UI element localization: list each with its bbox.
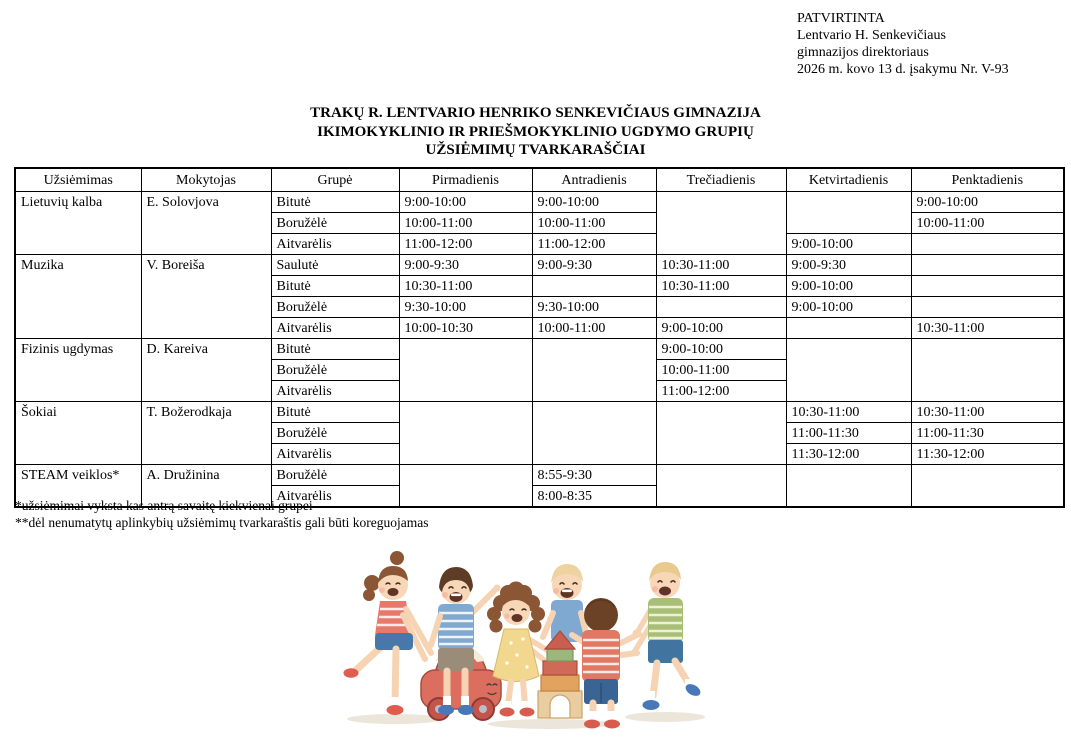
footnote-line: *užsiėmimai vyksta kas antrą savaitę kiekvienai grupei	[15, 498, 313, 513]
time-cell: 10:00-11:00	[911, 213, 1064, 234]
table-row	[15, 339, 1064, 360]
time-cell	[911, 297, 1064, 318]
approval-line: PATVIRTINTA	[797, 11, 885, 26]
time-cell: 11:00-11:30	[911, 423, 1064, 444]
group-cell: Aitvarėlis	[271, 444, 399, 465]
time-cell: 10:30-11:00	[786, 402, 911, 423]
time-cell	[656, 192, 786, 255]
approval-line: Lentvario H. Senkevičiaus	[797, 28, 946, 43]
approval-line: 2026 m. kovo 13 d. įsakymu Nr. V-93	[797, 62, 1009, 77]
teacher-cell: A. Družinina	[141, 465, 271, 508]
title-line-groups: IKIMOKYKLINIO IR PRIEŠMOKYKLINIO UGDYMO GRUPIŲ	[317, 123, 754, 140]
schedule-table	[14, 167, 1065, 508]
subject-cell: Fizinis ugdymas	[15, 339, 141, 402]
time-cell: 11:30-12:00	[911, 444, 1064, 465]
time-cell: 9:00-10:00	[786, 297, 911, 318]
group-cell: Boružėlė	[271, 465, 399, 486]
time-cell	[911, 339, 1064, 402]
approval-line: gimnazijos direktoriaus	[797, 45, 929, 60]
time-cell: 11:00-12:00	[532, 234, 656, 255]
subject-cell: Lietuvių kalba	[15, 192, 141, 255]
group-cell: Boružėlė	[271, 213, 399, 234]
time-cell	[786, 318, 911, 339]
group-cell: Aitvarėlis	[271, 234, 399, 255]
boy-blond-blue	[543, 564, 587, 642]
group-cell: Aitvarėlis	[271, 486, 399, 508]
group-cell: Saulutė	[271, 255, 399, 276]
table-row	[15, 192, 1064, 213]
time-cell: 11:30-12:00	[786, 444, 911, 465]
time-cell	[911, 234, 1064, 255]
boy-green-striped	[632, 562, 703, 710]
group-cell: Boružėlė	[271, 297, 399, 318]
table-row	[15, 402, 1064, 423]
time-cell: 8:00-8:35	[532, 486, 656, 508]
time-cell: 9:00-9:30	[532, 255, 656, 276]
time-cell: 10:30-11:00	[911, 402, 1064, 423]
time-cell	[786, 465, 911, 508]
teacher-cell: D. Kareiva	[141, 339, 271, 402]
page-title	[0, 104, 1071, 160]
blocks-tower	[538, 631, 582, 718]
time-cell	[786, 192, 911, 234]
time-cell	[532, 276, 656, 297]
column-header: Pirmadienis	[399, 168, 532, 192]
time-cell	[399, 339, 532, 402]
group-cell: Aitvarėlis	[271, 381, 399, 402]
time-cell: 9:00-10:00	[786, 276, 911, 297]
group-cell: Aitvarėlis	[271, 318, 399, 339]
time-cell: 10:00-11:00	[532, 318, 656, 339]
group-cell: Bitutė	[271, 339, 399, 360]
subject-cell: Šokiai	[15, 402, 141, 465]
time-cell: 10:00-10:30	[399, 318, 532, 339]
time-cell: 11:00-12:00	[656, 381, 786, 402]
time-cell	[532, 402, 656, 465]
column-header: Penktadienis	[911, 168, 1064, 192]
time-cell	[532, 339, 656, 402]
time-cell: 9:00-9:30	[399, 255, 532, 276]
column-header: Antradienis	[532, 168, 656, 192]
time-cell: 9:00-9:30	[786, 255, 911, 276]
group-cell: Bitutė	[271, 402, 399, 423]
teacher-cell: V. Boreiša	[141, 255, 271, 339]
group-cell: Bitutė	[271, 276, 399, 297]
time-cell: 10:30-11:00	[656, 255, 786, 276]
time-cell: 10:00-11:00	[532, 213, 656, 234]
time-cell	[656, 297, 786, 318]
column-header: Grupė	[271, 168, 399, 192]
table-row	[15, 465, 1064, 486]
time-cell: 10:00-11:00	[399, 213, 532, 234]
footnotes	[15, 498, 429, 531]
time-cell: 9:00-10:00	[532, 192, 656, 213]
time-cell: 9:00-10:00	[656, 318, 786, 339]
subject-cell: Muzika	[15, 255, 141, 339]
time-cell	[911, 276, 1064, 297]
time-cell: 9:30-10:00	[399, 297, 532, 318]
time-cell: 9:00-10:00	[911, 192, 1064, 213]
group-cell: Bitutė	[271, 192, 399, 213]
time-cell: 10:00-11:00	[656, 360, 786, 381]
time-cell: 11:00-12:00	[399, 234, 532, 255]
time-cell: 9:30-10:00	[532, 297, 656, 318]
column-header: Trečiadienis	[656, 168, 786, 192]
time-cell	[399, 402, 532, 465]
title-line-schedules: UŽSIĖMIMŲ TVARKARAŠČIAI	[425, 142, 646, 158]
time-cell	[911, 255, 1064, 276]
teacher-cell: E. Solovjova	[141, 192, 271, 255]
time-cell: 10:30-11:00	[911, 318, 1064, 339]
group-cell: Boružėlė	[271, 423, 399, 444]
subject-cell: STEAM veiklos*	[15, 465, 141, 508]
time-cell: 9:00-10:00	[656, 339, 786, 360]
time-cell: 9:00-10:00	[786, 234, 911, 255]
girl-pigtails	[344, 551, 432, 715]
children-playing-illustration	[335, 543, 735, 730]
group-cell: Boružėlė	[271, 360, 399, 381]
time-cell	[786, 339, 911, 402]
teacher-cell: T. Božerodkaja	[141, 402, 271, 465]
title-line-school: TRAKŲ R. LENTVARIO HENRIKO SENKEVIČIAUS GIMNAZIJA	[310, 105, 761, 121]
time-cell: 11:00-11:30	[786, 423, 911, 444]
column-header: Užsiėmimas	[15, 168, 141, 192]
time-cell	[656, 402, 786, 465]
time-cell	[911, 465, 1064, 508]
time-cell: 10:30-11:00	[656, 276, 786, 297]
time-cell: 9:00-10:00	[399, 192, 532, 213]
time-cell: 8:55-9:30	[532, 465, 656, 486]
column-header: Ketvirtadienis	[786, 168, 911, 192]
footnote-line: **dėl nenumatytų aplinkybių užsiėmimų tvarkaraštis gali būti koreguojamas	[15, 514, 429, 530]
column-header: Mokytojas	[141, 168, 271, 192]
table-row	[15, 255, 1064, 276]
time-cell: 10:30-11:00	[399, 276, 532, 297]
time-cell	[656, 465, 786, 508]
approval-block	[797, 10, 1009, 78]
